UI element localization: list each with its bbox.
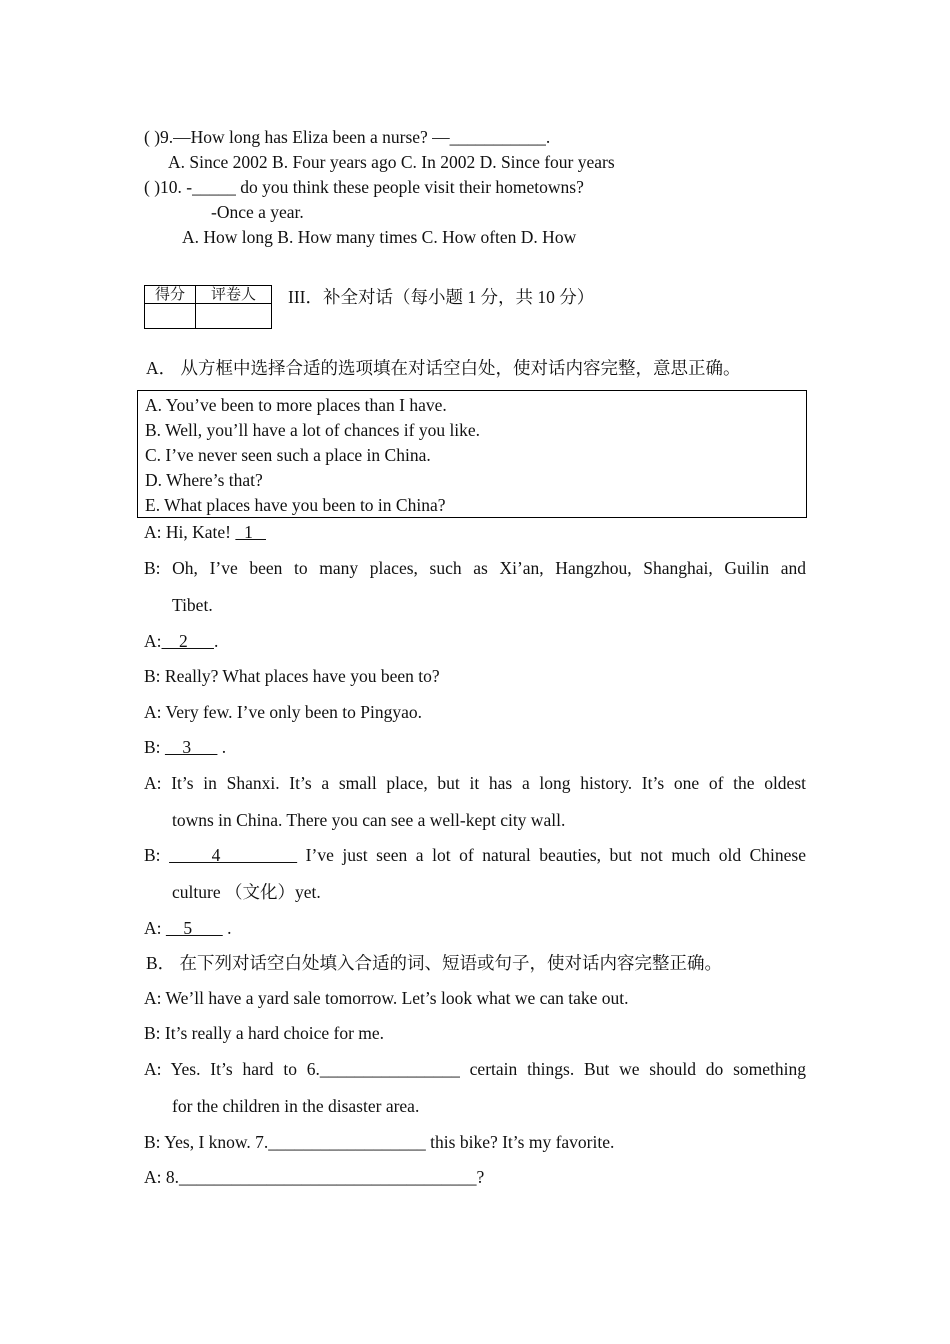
dialog-text: B: xyxy=(144,845,170,865)
option-e: E. What places have you been to in China? xyxy=(145,495,446,515)
dialog-text: I’ve just seen a lot of natural beauties, but not much old Chinese xyxy=(297,845,806,865)
part-b-instruction: B． 在下列对话空白处填入合适的词、短语或句子，使对话内容完整正确。 xyxy=(146,953,723,973)
q9-stem: ( )9.—How long has Eliza been a nurse? —___________. xyxy=(144,127,551,147)
dialog-text: A: xyxy=(144,918,166,938)
dialog-text: . xyxy=(217,737,227,757)
q10-options: A. How long B. How many times C. How often D. How xyxy=(182,227,577,247)
part-b-line-4: B: Yes, I know. 7.__________________ this bike? It’s my favorite. xyxy=(144,1132,615,1152)
option-a: A. You’ve been to more places than I have. xyxy=(145,395,447,415)
dialog-text: . xyxy=(214,631,219,651)
dialog-line-9 xyxy=(144,917,232,939)
grader-cell xyxy=(196,304,272,329)
dialog-line-8b: culture （文化）yet. xyxy=(172,882,321,902)
options-box xyxy=(137,390,807,518)
option-b: B. Well, you’ll have a lot of chances if you like. xyxy=(145,420,481,440)
part-b-line-3b: for the children in the disaster area. xyxy=(172,1096,420,1116)
part-b-line-3: A: Yes. It’s hard to 6.________________ certain things. But we should do something xyxy=(144,1059,806,1079)
blank-4: 4 xyxy=(169,845,298,865)
option-c: C. I’ve never seen such a place in China. xyxy=(145,445,431,465)
part-a-instruction: A． 从方框中选择合适的选项填在对话空白处，使对话内容完整，意思正确。 xyxy=(146,358,741,378)
part-b-line-1: A: We’ll have a yard sale tomorrow. Let’s look what we can take out. xyxy=(144,988,629,1008)
score-cell xyxy=(145,304,196,329)
dialog-line-3 xyxy=(144,630,218,652)
dialog-text: A: xyxy=(144,631,162,651)
dialog-line-7b: towns in China. There you can see a well-kept city wall. xyxy=(172,810,566,830)
option-d: D. Where’s that? xyxy=(145,470,263,490)
part-b-line-2: B: It’s really a hard choice for me. xyxy=(144,1023,385,1043)
dialog-line-8 xyxy=(144,844,806,866)
section-title: III．补全对话（每小题 1 分，共 10 分） xyxy=(288,287,595,307)
dialog-text: B: xyxy=(144,737,165,757)
q10-answer: -Once a year. xyxy=(211,202,304,222)
score-header: 得分 xyxy=(145,286,196,304)
dialog-line-4: B: Really? What places have you been to? xyxy=(144,666,440,686)
blank-3: 3 xyxy=(164,737,218,757)
dialog-line-5: A: Very few. I’ve only been to Pingyao. xyxy=(144,702,422,722)
dialog-line-1 xyxy=(144,521,266,543)
score-table xyxy=(144,285,272,329)
dialog-line-2b: Tibet. xyxy=(172,595,213,615)
blank-5: 5 xyxy=(165,918,223,938)
dialog-line-6 xyxy=(144,736,226,758)
q9-options: A. Since 2002 B. Four years ago C. In 2002 D. Since four years xyxy=(168,152,615,172)
part-b-line-5: A: 8.__________________________________? xyxy=(144,1167,485,1187)
dialog-text: . xyxy=(222,918,232,938)
dialog-line-7: A: It’s in Shanxi. It’s a small place, but it has a long history. It’s one of the oldest xyxy=(144,773,806,793)
dialog-line-2: B: Oh, I’ve been to many places, such as Xi’an, Hangzhou, Shanghai, Guilin and xyxy=(144,558,806,578)
grader-header: 评卷人 xyxy=(196,286,272,304)
blank-1: 1 xyxy=(235,522,266,542)
q10-stem: ( )10. -_____ do you think these people visit their hometowns? xyxy=(144,177,584,197)
blank-2: 2 xyxy=(161,631,214,651)
dialog-text: A: Hi, Kate! xyxy=(144,522,236,542)
